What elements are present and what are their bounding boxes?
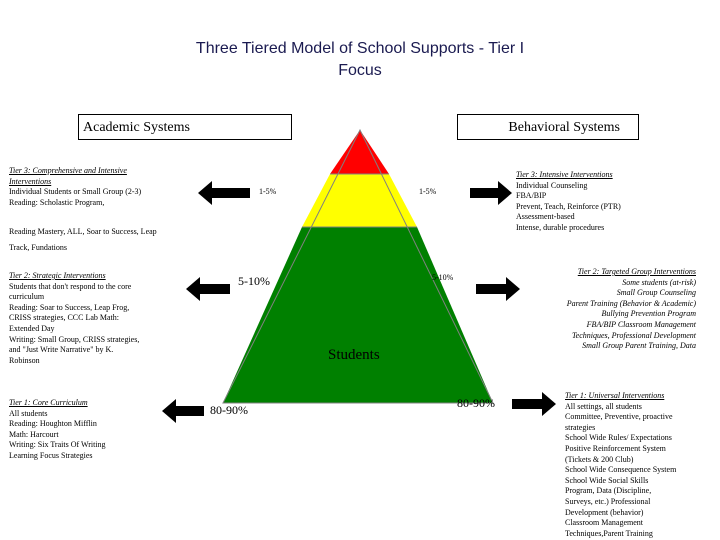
academic-tier-2-line: Extended Day (9, 323, 55, 333)
academic-tier-1-line: Reading: Houghton Mifflin (9, 419, 97, 429)
arrow-right-tier-1 (512, 392, 556, 416)
behavioral-tier-1-line: Classroom Management (565, 518, 643, 528)
academic-tier-2 (9, 271, 139, 366)
behavioral-tier-1-line: Program, Data (Discipline, (565, 486, 652, 496)
behavioral-tier-2-heading: Tier 2: Targeted Group Interventions (577, 267, 696, 276)
pyramid-tier-2 (302, 174, 417, 227)
behavioral-tier-2-line: Parent Training (Behavior & Academic) (566, 298, 696, 308)
behavioral-systems-header: Behavioral Systems (457, 114, 639, 140)
behavioral-tier-3-heading: Tier 3: Intensive Interventions (516, 170, 613, 179)
behavioral-tier-1-line: Surveys, etc.) Professional (565, 496, 651, 506)
academic-tier-2-line: and "Just Write Narrative" by K. (9, 345, 114, 355)
pyramid-label: Students (328, 347, 380, 363)
behavioral-tier-3-line: Assessment-based (516, 212, 575, 222)
academic-tier-3-line: Reading: Scholastic Program, (9, 197, 105, 207)
behavioral-tier-3-line: FBA/BIP (516, 191, 547, 201)
academic-tier-1 (9, 398, 106, 462)
academic-tier-3-heading-cont: Interventions (9, 176, 52, 186)
arrow-left-tier-2 (186, 277, 230, 301)
arrow-left-tier-3 (198, 181, 250, 205)
behavioral-tier-1-line: Committee, Preventive, proactive (565, 412, 673, 422)
academic-tier-3-heading: Tier 3: Comprehensive and Intensive (9, 166, 127, 175)
behavioral-tier-2-line: Small Group Parent Training, Data (582, 341, 696, 351)
behavioral-tier-2-line: Techniques, Professional Development (571, 330, 696, 340)
behavioral-tier-1-line: All settings, all students (565, 401, 642, 411)
pyramid-tier-1 (223, 227, 493, 403)
behavioral-tier-1-line: Techniques,Parent Training (565, 528, 653, 538)
percent-tier-3-left: 1-5% (259, 187, 277, 196)
academic-tier-2-line: curriculum (9, 292, 45, 302)
arrow-right-tier-3 (470, 181, 512, 205)
academic-tier-1-line: Math: Harcourt (9, 429, 59, 439)
behavioral-tier-1-heading: Tier 1: Universal Interventions (565, 391, 665, 400)
percent-tier-1-left: 80-90% (210, 403, 248, 417)
academic-tier-1-line: Writing: Six Traits Of Writing (9, 440, 106, 450)
behavioral-tier-1-line: Development (behavior) (565, 507, 644, 517)
academic-tier-3-cont-line: Track, Fundations (9, 243, 67, 252)
academic-tier-3 (9, 166, 141, 208)
behavioral-tier-3-line: Intense, durable procedures (516, 222, 605, 232)
academic-tier-2-line: CRISS strategies, CCC Lab Math: (9, 313, 119, 323)
behavioral-tier-2-line: Bullying Prevention Program (601, 309, 696, 319)
academic-tier-2-heading: Tier 2: Strategic Interventions (9, 271, 106, 280)
arrow-right-tier-2 (476, 277, 520, 301)
academic-tier-2-line: Writing: Small Group, CRISS strategies, (9, 334, 140, 344)
title-line-1: Three Tiered Model of School Supports - Tier I (195, 40, 525, 57)
academic-tier-1-heading: Tier 1: Core Curriculum (9, 398, 88, 407)
academic-systems-header: Academic Systems (78, 114, 292, 140)
behavioral-tier-1-line: School Wide Rules/ Expectations (565, 433, 672, 443)
academic-tier-3-continued (9, 224, 157, 256)
academic-tier-1-line: Learning Focus Strategies (9, 450, 93, 460)
behavioral-tier-1-line: School Wide Social Skills (565, 475, 649, 485)
academic-tier-3-line: Individual Students or Small Group (2-3) (9, 187, 142, 197)
percent-tier-2-left: 5-10% (238, 274, 270, 288)
percent-tier-3-right: 1-5% (419, 187, 437, 196)
behavioral-tier-3-line: Prevent, Teach, Reinforce (PTR) (516, 201, 621, 211)
pyramid-tier-3 (330, 130, 389, 174)
behavioral-tier-1-line: (Tickets & 200 Club) (565, 454, 634, 464)
behavioral-tier-1-line: Positive Reinforcement System (565, 443, 666, 453)
academic-tier-2-line: Robinson (9, 355, 40, 365)
arrow-left-tier-1 (162, 399, 204, 423)
academic-tier-1-line: All students (9, 408, 48, 418)
academic-tier-2-line: Reading: Soar to Success, Leap Frog, (9, 302, 130, 312)
behavioral-tier-1-line: strategies (565, 422, 596, 432)
percent-tier-1-right: 80-90% (457, 396, 495, 410)
academic-tier-3-cont-line: Reading Mastery, ALL, Soar to Success, Leap (9, 227, 157, 236)
behavioral-tier-2 (567, 267, 696, 352)
behavioral-tier-2-line: Some students (at-risk) (622, 277, 696, 287)
behavioral-tier-1-line: School Wide Consequence System (565, 465, 677, 475)
behavioral-tier-3 (516, 170, 621, 234)
title-line-2: Focus (338, 62, 382, 79)
behavioral-tier-1 (565, 391, 676, 539)
academic-tier-2-line: Students that don't respond to the core (9, 281, 132, 291)
behavioral-tier-2-line: FBA/BIP Classroom Management (586, 319, 696, 329)
behavioral-tier-3-line: Individual Counseling (516, 180, 588, 190)
percent-tier-2-right: 5-10% (432, 273, 454, 282)
behavioral-tier-2-line: Small Group Counseling (616, 288, 696, 298)
